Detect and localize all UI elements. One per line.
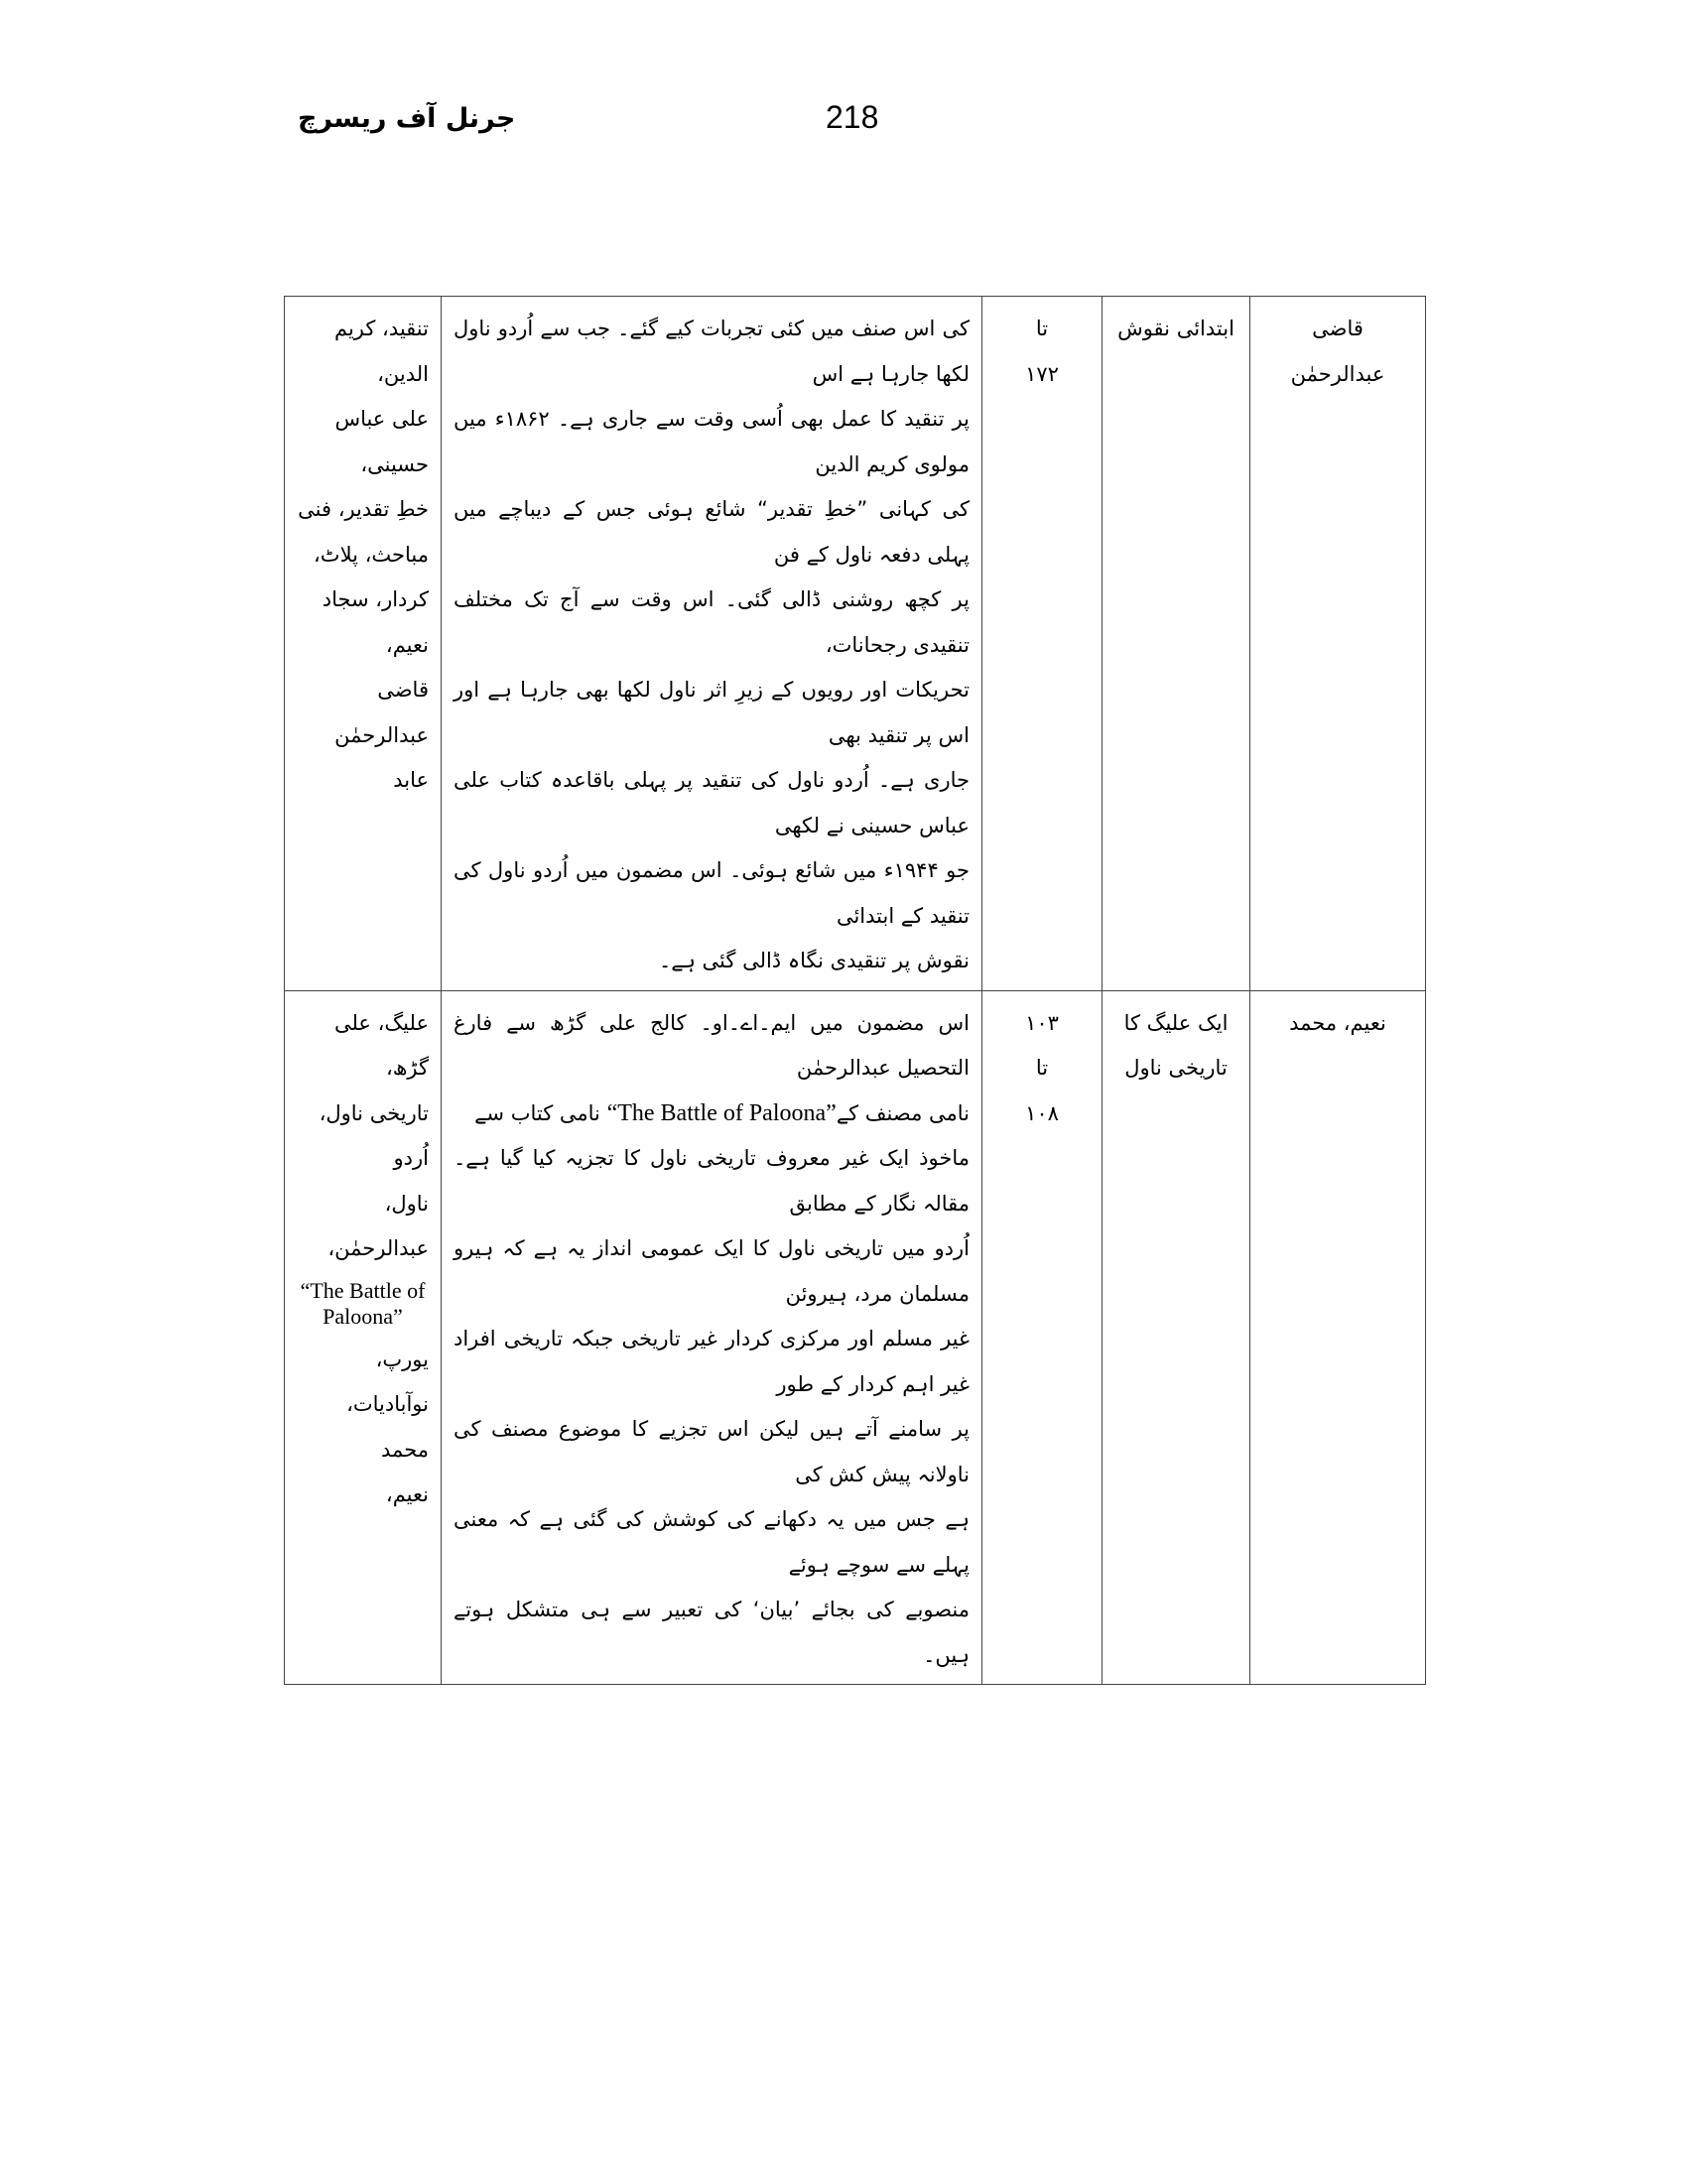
abstract-text: نامی کتاب سے: [474, 1100, 600, 1125]
abstract-line: اس مضمون میں ایم۔اے۔او۔ کالج علی گڑھ سے فارغ التحصیل عبدالرحمٰن: [454, 1010, 970, 1080]
abstract-line: ماخوذ ایک غیر معروف تاریخی ناول کا تجزیہ کیا گیا ہے۔ مقالہ نگار کے مطابق: [454, 1146, 970, 1216]
book-title-english: “The Battle of Paloona”: [606, 1099, 837, 1126]
pages-cell: [982, 990, 1103, 1685]
abstract-line: غیر مسلم اور مرکزی کردار غیر تاریخی جبکہ تاریخی افراد غیر اہم کردار کے طور: [454, 1327, 970, 1396]
abstract-line: جاری ہے۔ اُردو ناول کی تنقید پر پہلی باقاعدہ کتاب علی عباس حسینی نے لکھی: [454, 768, 970, 837]
keyword-line: علی عباس حسینی،: [334, 407, 429, 476]
abstract-line: پر کچھ روشنی ڈالی گئی۔ اس وقت سے آج تک مختلف تنقیدی رجحانات،: [454, 587, 970, 657]
keywords-cell: [285, 297, 442, 991]
table-row: [285, 297, 1426, 991]
abstract-line: جو ۱۹۴۴ء میں شائع ہوئی۔ اس مضمون میں اُردو ناول کی تنقید کے ابتدائی: [454, 858, 970, 928]
page-number: 218: [826, 99, 879, 135]
abstract-text: نامی مصنف کے: [836, 1100, 970, 1125]
abstract-line: اُردو میں تاریخی ناول کا ایک عمومی انداز یہ ہے کہ ہیرو مسلمان مرد، ہیروئن: [454, 1236, 970, 1306]
pages-line: ۱۷۲: [1025, 361, 1059, 386]
keyword-english: “The Battle of Paloona”: [300, 1277, 426, 1329]
keyword-line: ناول، عبدالرحمٰن،: [327, 1191, 429, 1260]
title-cell: ایک علیگ کا تاریخی ناول: [1103, 990, 1250, 1685]
keyword-line: تاریخی ناول، اُردو: [319, 1100, 429, 1170]
keyword-line: نوآبادیات، محمد: [346, 1392, 429, 1462]
author-cell: نعیم، محمد: [1250, 990, 1426, 1685]
keyword-line: یورپ،: [375, 1347, 429, 1371]
keyword-line: نعیم،: [385, 1482, 429, 1506]
pages-line: تا: [1035, 1056, 1049, 1080]
abstract-line: پر تنقید کا عمل بھی اُسی وقت سے جاری ہے۔ ۱۸۶۲ء میں مولوی کریم الدین: [454, 407, 971, 476]
keywords-cell: [285, 990, 442, 1685]
abstract-line: ہے جس میں یہ دکھانے کی کوشش کی گئی ہے کہ معنی پہلے سے سوچے ہوئے: [454, 1507, 970, 1577]
pages-line: تا: [1035, 317, 1049, 340]
keyword-line: خطِ تقدیر، فنی: [298, 497, 429, 521]
abstract-line: پر سامنے آتے ہیں لیکن اس تجزیے کا موضوع مصنف کی ناولانہ پیش کش کی: [454, 1417, 970, 1486]
abstract-line: [454, 1092, 970, 1137]
keyword-line: تنقید، کریم الدین،: [333, 317, 429, 386]
abstract-line: کی اس صنف میں کئی تجربات کیے گئے۔ جب سے اُردو ناول لکھا جارہا ہے اس: [454, 317, 970, 386]
keyword-line: علیگ، علی گڑھ،: [333, 1010, 429, 1080]
pages-cell: [982, 297, 1103, 991]
keyword-line: قاضی عبدالرحمٰن: [334, 678, 429, 747]
abstract-cell: [442, 297, 982, 991]
table-row: [285, 990, 1426, 1685]
journal-title: جرنل آف ریسرچ: [298, 103, 516, 134]
keyword-line: مباحث، پلاٹ،: [314, 542, 429, 567]
abstract-line: کی کہانی ”خطِ تقدیر“ شائع ہوئی جس کے دیباچے میں پہلی دفعہ ناول کے فن: [454, 497, 970, 567]
title-cell: ابتدائی نقوش: [1103, 297, 1250, 991]
abstract-line: تحریکات اور رویوں کے زیرِ اثر ناول لکھا بھی جارہا ہے اور اس پر تنقید بھی: [454, 678, 970, 747]
abstract-cell: [442, 990, 982, 1685]
author-cell: قاضی عبدالرحمٰن: [1250, 297, 1426, 991]
abstract-line: منصوبے کی بجائے ’بیان‘ کی تعبیر سے ہی متشکل ہوتے ہیں۔: [454, 1598, 970, 1667]
article-index-table: [284, 296, 1426, 1685]
keyword-line: عابد: [393, 768, 429, 792]
pages-line: ۱۰۳: [1025, 1010, 1059, 1035]
abstract-line: نقوش پر تنقیدی نگاہ ڈالی گئی ہے۔: [658, 949, 970, 972]
keyword-line: کردار، سجاد نعیم،: [322, 587, 429, 657]
pages-line: ۱۰۸: [1025, 1100, 1059, 1125]
